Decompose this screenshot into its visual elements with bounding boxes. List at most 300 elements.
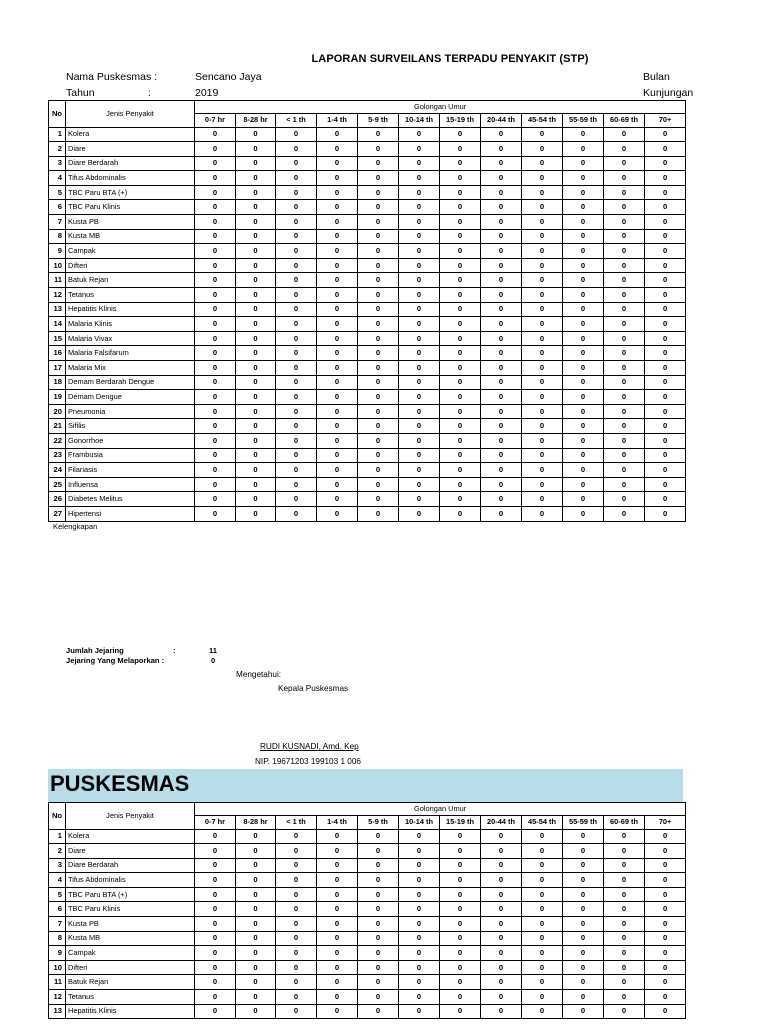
case-count: 0: [399, 156, 440, 171]
table-row: [49, 946, 686, 961]
case-count: 0: [645, 873, 686, 888]
case-count: 0: [317, 419, 358, 434]
case-count: 0: [399, 200, 440, 215]
case-count: 0: [276, 902, 317, 917]
case-count: 0: [236, 419, 276, 434]
case-count: 0: [481, 317, 522, 332]
case-count: 0: [645, 1004, 686, 1019]
age-group-header: 10-14 th: [399, 114, 440, 128]
case-count: 0: [276, 390, 317, 405]
case-count: 0: [399, 317, 440, 332]
case-count: 0: [481, 375, 522, 390]
case-count: 0: [440, 375, 481, 390]
case-count: 0: [276, 419, 317, 434]
case-count: 0: [604, 156, 645, 171]
case-count: 0: [195, 273, 236, 288]
case-count: 0: [236, 873, 276, 888]
case-count: 0: [195, 917, 236, 932]
case-count: 0: [604, 931, 645, 946]
case-count: 0: [604, 288, 645, 303]
case-count: 0: [195, 171, 236, 186]
case-count: 0: [563, 492, 604, 507]
case-count: 0: [563, 506, 604, 521]
disease-name: Gonorrhoe: [66, 433, 195, 448]
case-count: 0: [317, 288, 358, 303]
case-count: 0: [317, 229, 358, 244]
case-count: 0: [604, 477, 645, 492]
disease-name: Difteri: [66, 258, 195, 273]
case-count: 0: [604, 331, 645, 346]
case-count: 0: [481, 858, 522, 873]
case-count: 0: [195, 477, 236, 492]
case-count: 0: [563, 215, 604, 230]
case-count: 0: [522, 258, 563, 273]
case-count: 0: [522, 902, 563, 917]
case-count: 0: [236, 302, 276, 317]
case-count: 0: [440, 142, 481, 157]
row-number: 26: [49, 492, 66, 507]
case-count: 0: [645, 331, 686, 346]
case-count: 0: [604, 244, 645, 259]
case-count: 0: [563, 873, 604, 888]
table-row: [49, 127, 686, 142]
row-number: 20: [49, 404, 66, 419]
row-number: 22: [49, 433, 66, 448]
case-count: 0: [236, 960, 276, 975]
case-count: 0: [481, 273, 522, 288]
case-count: 0: [440, 858, 481, 873]
case-count: 0: [236, 946, 276, 961]
case-count: 0: [276, 317, 317, 332]
case-count: 0: [236, 990, 276, 1005]
case-count: 0: [563, 346, 604, 361]
case-count: 0: [645, 361, 686, 376]
case-count: 0: [358, 946, 399, 961]
age-group-header: 5-9 th: [358, 114, 399, 128]
case-count: 0: [195, 127, 236, 142]
case-count: 0: [563, 887, 604, 902]
case-count: 0: [563, 142, 604, 157]
case-count: 0: [317, 477, 358, 492]
case-count: 0: [645, 142, 686, 157]
case-count: 0: [399, 858, 440, 873]
age-group-header: 20-44 th: [481, 114, 522, 128]
case-count: 0: [481, 506, 522, 521]
case-count: 0: [604, 887, 645, 902]
case-count: 0: [563, 127, 604, 142]
case-count: 0: [440, 931, 481, 946]
age-group-header: 15-19 th: [440, 114, 481, 128]
case-count: 0: [358, 375, 399, 390]
case-count: 0: [358, 171, 399, 186]
case-count: 0: [195, 215, 236, 230]
case-count: 0: [399, 477, 440, 492]
case-count: 0: [522, 317, 563, 332]
case-count: 0: [604, 142, 645, 157]
row-number: 2: [49, 844, 66, 859]
case-count: 0: [522, 960, 563, 975]
table-row: [49, 171, 686, 186]
case-count: 0: [481, 171, 522, 186]
stp-table: [48, 100, 686, 522]
table-row: [49, 506, 686, 521]
year-colon: :: [148, 87, 151, 99]
case-count: 0: [563, 229, 604, 244]
case-count: 0: [522, 171, 563, 186]
case-count: 0: [563, 917, 604, 932]
case-count: 0: [522, 844, 563, 859]
case-count: 0: [399, 142, 440, 157]
case-count: 0: [440, 273, 481, 288]
age-group-header: 45-54 th: [522, 114, 563, 128]
case-count: 0: [440, 244, 481, 259]
row-number: 13: [49, 1004, 66, 1019]
case-count: 0: [440, 361, 481, 376]
case-count: 0: [522, 273, 563, 288]
case-count: 0: [522, 419, 563, 434]
jejaring-value: 11: [209, 646, 218, 655]
case-count: 0: [317, 258, 358, 273]
case-count: 0: [481, 229, 522, 244]
case-count: 0: [645, 477, 686, 492]
case-count: 0: [317, 448, 358, 463]
col-no-header: No: [49, 803, 66, 830]
case-count: 0: [440, 404, 481, 419]
case-count: 0: [481, 390, 522, 405]
disease-name: Batuk Rejan: [66, 273, 195, 288]
disease-name: Kusta PB: [66, 917, 195, 932]
disease-name: Malaria Mix: [66, 361, 195, 376]
case-count: 0: [522, 288, 563, 303]
case-count: 0: [604, 317, 645, 332]
case-count: 0: [276, 288, 317, 303]
case-count: 0: [604, 302, 645, 317]
disease-name: TBC Paru Klinis: [66, 200, 195, 215]
case-count: 0: [645, 448, 686, 463]
case-count: 0: [481, 960, 522, 975]
case-count: 0: [236, 258, 276, 273]
case-count: 0: [195, 288, 236, 303]
case-count: 0: [440, 844, 481, 859]
case-count: 0: [563, 317, 604, 332]
table-row: [49, 829, 686, 844]
case-count: 0: [276, 506, 317, 521]
case-count: 0: [399, 171, 440, 186]
case-count: 0: [276, 975, 317, 990]
table-row: [49, 361, 686, 376]
age-group-header: 70+: [645, 114, 686, 128]
case-count: 0: [276, 492, 317, 507]
case-count: 0: [522, 506, 563, 521]
case-count: 0: [317, 331, 358, 346]
case-count: 0: [604, 506, 645, 521]
case-count: 0: [481, 887, 522, 902]
case-count: 0: [276, 156, 317, 171]
case-count: 0: [399, 829, 440, 844]
case-count: 0: [563, 419, 604, 434]
case-count: 0: [236, 917, 276, 932]
table-row: [49, 873, 686, 888]
case-count: 0: [604, 1004, 645, 1019]
case-count: 0: [604, 873, 645, 888]
banner-title: PUSKESMAS: [50, 771, 190, 796]
case-count: 0: [440, 463, 481, 478]
disease-name: Influensa: [66, 477, 195, 492]
case-count: 0: [563, 390, 604, 405]
case-count: 0: [236, 331, 276, 346]
case-count: 0: [563, 331, 604, 346]
case-count: 0: [481, 419, 522, 434]
case-count: 0: [522, 858, 563, 873]
case-count: 0: [195, 902, 236, 917]
case-count: 0: [604, 844, 645, 859]
age-group-header: 55-59 th: [563, 816, 604, 830]
case-count: 0: [645, 244, 686, 259]
case-count: 0: [440, 873, 481, 888]
col-golongan-header: Golongan Umur: [195, 803, 686, 816]
case-count: 0: [604, 829, 645, 844]
case-count: 0: [645, 419, 686, 434]
case-count: 0: [276, 477, 317, 492]
case-count: 0: [522, 975, 563, 990]
table-row: [49, 244, 686, 259]
case-count: 0: [604, 375, 645, 390]
case-count: 0: [195, 346, 236, 361]
case-count: 0: [399, 506, 440, 521]
disease-name: Diare: [66, 142, 195, 157]
case-count: 0: [358, 258, 399, 273]
table-row: [49, 215, 686, 230]
case-count: 0: [645, 185, 686, 200]
table-row: [49, 331, 686, 346]
case-count: 0: [522, 931, 563, 946]
case-count: 0: [522, 244, 563, 259]
table-row: [49, 492, 686, 507]
case-count: 0: [195, 829, 236, 844]
case-count: 0: [563, 844, 604, 859]
case-count: 0: [317, 185, 358, 200]
case-count: 0: [236, 185, 276, 200]
case-count: 0: [522, 917, 563, 932]
case-count: 0: [604, 448, 645, 463]
case-count: 0: [195, 858, 236, 873]
row-number: 7: [49, 215, 66, 230]
case-count: 0: [645, 273, 686, 288]
disease-name: Hepatitis Klinis: [66, 1004, 195, 1019]
row-number: 6: [49, 200, 66, 215]
case-count: 0: [399, 273, 440, 288]
case-count: 0: [604, 229, 645, 244]
case-count: 0: [276, 215, 317, 230]
age-group-header: 5-9 th: [358, 816, 399, 830]
case-count: 0: [358, 873, 399, 888]
case-count: 0: [236, 858, 276, 873]
case-count: 0: [604, 346, 645, 361]
case-count: 0: [604, 404, 645, 419]
case-count: 0: [276, 302, 317, 317]
case-count: 0: [604, 185, 645, 200]
case-count: 0: [236, 171, 276, 186]
mengetahui-label: Mengetahui:: [236, 670, 282, 679]
case-count: 0: [399, 244, 440, 259]
case-count: 0: [236, 902, 276, 917]
disease-name: Malaria Klinis: [66, 317, 195, 332]
case-count: 0: [399, 990, 440, 1005]
case-count: 0: [440, 258, 481, 273]
case-count: 0: [563, 361, 604, 376]
case-count: 0: [399, 960, 440, 975]
case-count: 0: [481, 990, 522, 1005]
col-golongan-header: Golongan Umur: [195, 101, 686, 114]
case-count: 0: [358, 931, 399, 946]
case-count: 0: [522, 448, 563, 463]
melapor-value: 0: [211, 656, 216, 665]
case-count: 0: [481, 492, 522, 507]
case-count: 0: [522, 477, 563, 492]
case-count: 0: [399, 887, 440, 902]
case-count: 0: [440, 288, 481, 303]
case-count: 0: [195, 244, 236, 259]
case-count: 0: [522, 229, 563, 244]
case-count: 0: [399, 492, 440, 507]
case-count: 0: [645, 887, 686, 902]
disease-name: Demam Berdarah Dengue: [66, 375, 195, 390]
case-count: 0: [317, 946, 358, 961]
case-count: 0: [440, 902, 481, 917]
case-count: 0: [645, 975, 686, 990]
case-count: 0: [645, 302, 686, 317]
case-count: 0: [195, 404, 236, 419]
case-count: 0: [440, 331, 481, 346]
row-number: 3: [49, 858, 66, 873]
case-count: 0: [236, 404, 276, 419]
case-count: 0: [440, 917, 481, 932]
case-count: 0: [440, 200, 481, 215]
case-count: 0: [645, 902, 686, 917]
case-count: 0: [604, 200, 645, 215]
puskesmas-banner: [48, 769, 683, 802]
case-count: 0: [358, 506, 399, 521]
table-row: [49, 156, 686, 171]
case-count: 0: [276, 171, 317, 186]
disease-name: Diare Berdarah: [66, 156, 195, 171]
case-count: 0: [358, 419, 399, 434]
disease-name: Pneumonia: [66, 404, 195, 419]
case-count: 0: [195, 463, 236, 478]
case-count: 0: [604, 361, 645, 376]
case-count: 0: [481, 917, 522, 932]
case-count: 0: [481, 463, 522, 478]
case-count: 0: [563, 273, 604, 288]
disease-name: Kolera: [66, 829, 195, 844]
case-count: 0: [276, 127, 317, 142]
case-count: 0: [481, 433, 522, 448]
disease-name: Malaria Falsifarum: [66, 346, 195, 361]
case-count: 0: [195, 492, 236, 507]
case-count: 0: [645, 127, 686, 142]
case-count: 0: [195, 258, 236, 273]
case-count: 0: [563, 990, 604, 1005]
case-count: 0: [236, 244, 276, 259]
case-count: 0: [563, 302, 604, 317]
case-count: 0: [481, 975, 522, 990]
case-count: 0: [481, 1004, 522, 1019]
case-count: 0: [358, 448, 399, 463]
case-count: 0: [195, 142, 236, 157]
case-count: 0: [236, 477, 276, 492]
case-count: 0: [195, 960, 236, 975]
table-row: [49, 990, 686, 1005]
case-count: 0: [399, 361, 440, 376]
table-row: [49, 975, 686, 990]
case-count: 0: [317, 990, 358, 1005]
case-count: 0: [195, 419, 236, 434]
case-count: 0: [276, 463, 317, 478]
case-count: 0: [195, 317, 236, 332]
case-count: 0: [236, 492, 276, 507]
case-count: 0: [522, 375, 563, 390]
case-count: 0: [276, 844, 317, 859]
case-count: 0: [563, 975, 604, 990]
case-count: 0: [522, 990, 563, 1005]
signer-name: RUDI KUSNADI, Amd. Kep: [260, 742, 359, 751]
row-number: 23: [49, 448, 66, 463]
case-count: 0: [604, 390, 645, 405]
case-count: 0: [358, 975, 399, 990]
case-count: 0: [645, 506, 686, 521]
row-number: 19: [49, 390, 66, 405]
case-count: 0: [522, 346, 563, 361]
case-count: 0: [236, 390, 276, 405]
case-count: 0: [399, 873, 440, 888]
case-count: 0: [563, 244, 604, 259]
table-row: [49, 273, 686, 288]
case-count: 0: [317, 390, 358, 405]
case-count: 0: [645, 917, 686, 932]
case-count: 0: [195, 229, 236, 244]
case-count: 0: [195, 887, 236, 902]
case-count: 0: [236, 887, 276, 902]
case-count: 0: [358, 185, 399, 200]
case-count: 0: [563, 931, 604, 946]
table-row: [49, 200, 686, 215]
case-count: 0: [440, 887, 481, 902]
case-count: 0: [317, 931, 358, 946]
case-count: 0: [358, 215, 399, 230]
case-count: 0: [481, 156, 522, 171]
age-group-header: 15-19 th: [440, 816, 481, 830]
case-count: 0: [645, 404, 686, 419]
case-count: 0: [195, 390, 236, 405]
case-count: 0: [236, 288, 276, 303]
case-count: 0: [317, 317, 358, 332]
table-row: [49, 844, 686, 859]
disease-name: TBC Paru BTA (+): [66, 185, 195, 200]
case-count: 0: [481, 331, 522, 346]
row-number: 1: [49, 127, 66, 142]
case-count: 0: [276, 448, 317, 463]
case-count: 0: [317, 346, 358, 361]
case-count: 0: [399, 448, 440, 463]
disease-name: Diabetes Melitus: [66, 492, 195, 507]
case-count: 0: [276, 273, 317, 288]
case-count: 0: [481, 142, 522, 157]
disease-name: TBC Paru BTA (+): [66, 887, 195, 902]
case-count: 0: [317, 215, 358, 230]
case-count: 0: [236, 375, 276, 390]
disease-name: Difteri: [66, 960, 195, 975]
case-count: 0: [399, 917, 440, 932]
